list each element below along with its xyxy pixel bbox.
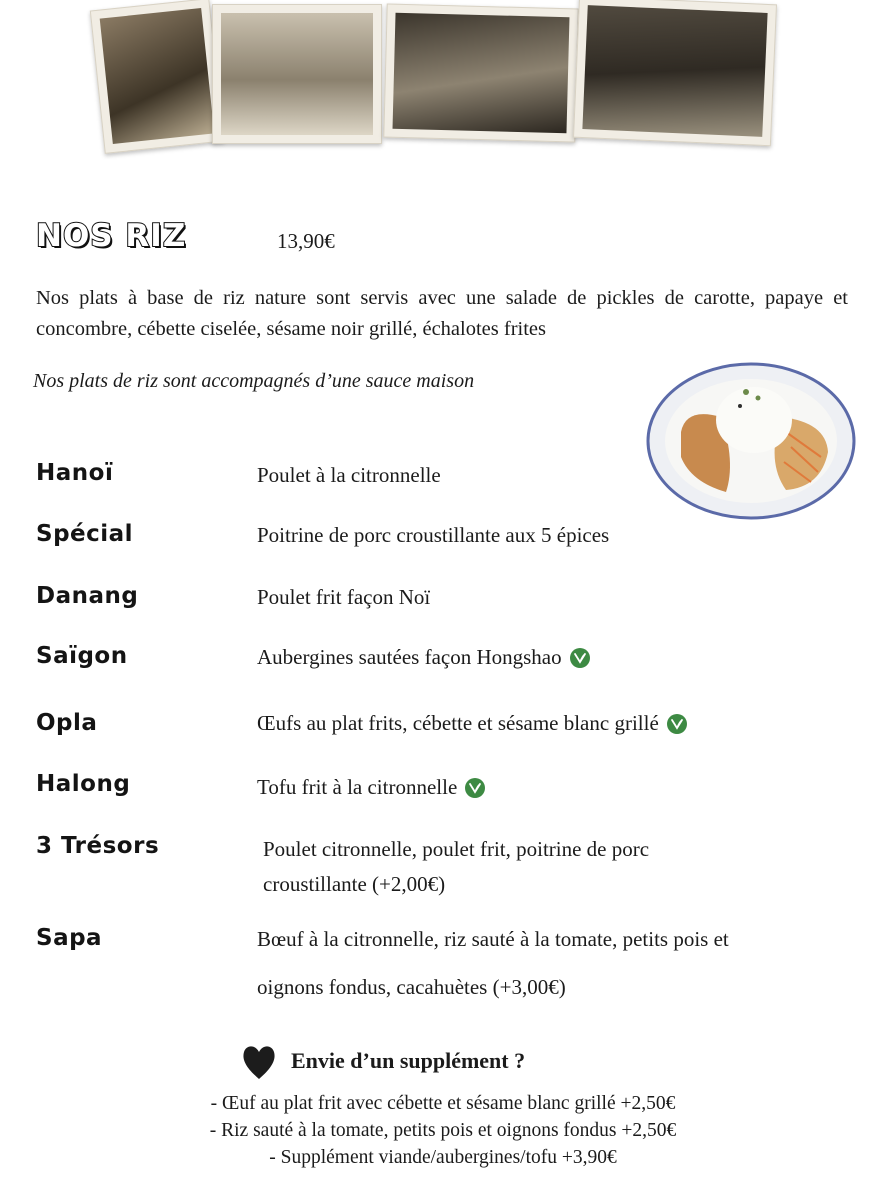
- supplement-title: Envie d’un supplément ?: [291, 1048, 526, 1073]
- dish-desc-saigon: [257, 645, 590, 670]
- vintage-photos: [0, 0, 886, 160]
- sauce-note: Nos plats de riz sont accompagnés d’une sauce maison: [33, 370, 475, 392]
- leaf-icon: [667, 714, 687, 734]
- dish-desc-hanoi: Poulet à la citronnelle: [257, 463, 441, 487]
- dish-name-danang: Danang: [36, 583, 139, 609]
- dish-name-3-tresors: 3 Trésors: [36, 833, 160, 859]
- leaf-icon: [465, 778, 485, 798]
- dish-name-opla: Opla: [36, 710, 98, 736]
- leaf-icon: [570, 648, 590, 668]
- dish-desc-danang: Poulet frit façon Noï: [257, 585, 431, 609]
- dish-name-sapa: Sapa: [36, 925, 103, 951]
- dish-desc-halong: [257, 775, 485, 800]
- supplement-list: [0, 1090, 886, 1171]
- photo-woman-hat: [90, 0, 224, 154]
- dish-desc-halong-text: Tofu frit à la citronnelle: [257, 775, 458, 799]
- dish-name-special: Spécial: [36, 521, 134, 547]
- rice-plate-image: [646, 362, 856, 520]
- photo-two-girls: [383, 4, 578, 143]
- supplement-item: - Supplément viande/aubergines/tofu +3,90€: [269, 1147, 617, 1168]
- dish-desc-sapa-line2: oignons fondus, cacahuètes (+3,00€): [257, 975, 566, 999]
- dish-desc-saigon-text: Aubergines sautées façon Hongshao: [257, 645, 562, 669]
- dish-desc-sapa-line1: Bœuf à la citronnelle, riz sauté à la tomate, petits pois et: [257, 927, 729, 951]
- dish-desc-3-tresors-line2: croustillante (+2,00€): [263, 872, 446, 896]
- dish-name-halong: Halong: [36, 771, 131, 797]
- dish-name-saigon: Saïgon: [36, 643, 128, 669]
- heart-icon: [241, 1043, 277, 1081]
- section-intro: Nos plats à base de riz nature sont servis avec une salade de pickles de carotte, papaye et concombre, cébette ciselée, sésame noir grillé, échalotes frites: [36, 287, 848, 340]
- dish-desc-opla-text: Œufs au plat frits, cébette et sésame blanc grillé: [257, 711, 659, 735]
- section-price: 13,90€: [277, 229, 335, 253]
- photo-family: [573, 0, 777, 146]
- photo-baby-chair: [212, 4, 382, 144]
- dish-desc-opla: [257, 711, 687, 736]
- supplement-item: - Riz sauté à la tomate, petits pois et oignons fondus +2,50€: [209, 1120, 677, 1141]
- section-title: NOS RIZ: [36, 218, 187, 254]
- dish-name-hanoi: Hanoï: [36, 460, 114, 486]
- dish-desc-3-tresors-line1: Poulet citronnelle, poulet frit, poitrine de porc: [263, 837, 650, 861]
- dish-desc-special: Poitrine de porc croustillante aux 5 épices: [257, 523, 610, 547]
- supplement-item: - Œuf au plat frit avec cébette et sésame blanc grillé +2,50€: [210, 1093, 676, 1114]
